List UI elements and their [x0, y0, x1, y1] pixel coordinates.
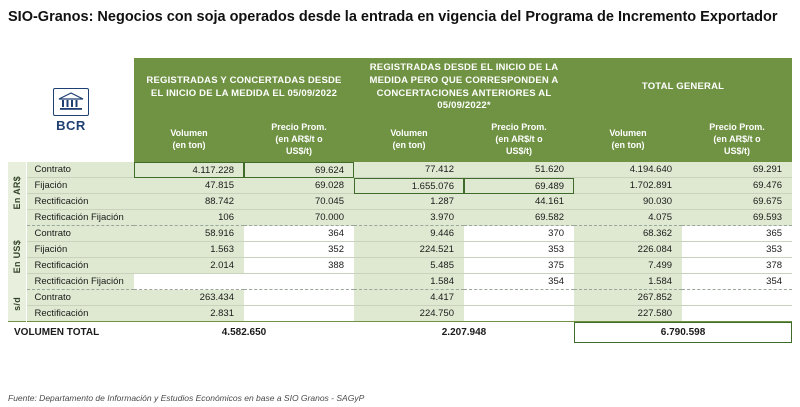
cell-volumen-3: 68.362 [574, 226, 682, 242]
cell-precio-3: 353 [682, 242, 792, 258]
cell-precio-1 [244, 274, 354, 290]
cell-volumen-1: 263.434 [134, 290, 244, 306]
cell-precio-1: 364 [244, 226, 354, 242]
row-label: Contrato [26, 290, 134, 306]
total-volumen-2: 2.207.948 [354, 322, 574, 344]
cell-precio-2: 69.489 [464, 178, 574, 194]
cell-precio-1: 352 [244, 242, 354, 258]
cell-precio-2: 69.582 [464, 210, 574, 226]
row-label: Contrato [26, 226, 134, 242]
cell-volumen-1: 88.742 [134, 194, 244, 210]
cell-precio-2 [464, 306, 574, 322]
cell-volumen-3: 4.075 [574, 210, 682, 226]
section-label-sd: s/d [8, 290, 26, 322]
subheader-volumen-1: Volumen (en ton) [134, 117, 244, 162]
total-volumen-1: 4.582.650 [134, 322, 354, 344]
cell-volumen-1: 2.014 [134, 258, 244, 274]
cell-precio-3 [682, 306, 792, 322]
row-label: Rectificación [26, 194, 134, 210]
cell-precio-3: 354 [682, 274, 792, 290]
cell-precio-3: 365 [682, 226, 792, 242]
cell-volumen-3: 227.580 [574, 306, 682, 322]
cell-precio-2: 354 [464, 274, 574, 290]
cell-volumen-2: 1.655.076 [354, 178, 464, 194]
subheader-precio-2: Precio Prom. (en AR$/t o US$/t) [464, 117, 574, 162]
cell-volumen-1 [134, 274, 244, 290]
cell-volumen-3: 267.852 [574, 290, 682, 306]
cell-volumen-2: 77.412 [354, 162, 464, 178]
table-row [8, 210, 792, 226]
table-row [8, 290, 792, 306]
cell-precio-3: 69.476 [682, 178, 792, 194]
table-row [8, 242, 792, 258]
cell-volumen-1: 47.815 [134, 178, 244, 194]
subheader-precio-3: Precio Prom. (en AR$/t o US$/t) [682, 117, 792, 162]
sio-granos-table [8, 58, 792, 343]
total-row [8, 322, 792, 344]
cell-volumen-3: 1.702.891 [574, 178, 682, 194]
page-title: SIO-Granos: Negocios con soja operados desde la entrada en vigencia del Programa de Incremento Exportador [8, 9, 778, 25]
table-row [8, 274, 792, 290]
total-label: VOLUMEN TOTAL [8, 322, 134, 344]
table-row [8, 226, 792, 242]
table-row [8, 258, 792, 274]
cell-volumen-2: 224.521 [354, 242, 464, 258]
cell-precio-1: 69.028 [244, 178, 354, 194]
cell-volumen-1: 58.916 [134, 226, 244, 242]
bcr-logo-text: BCR [56, 117, 86, 133]
cell-volumen-3: 7.499 [574, 258, 682, 274]
cell-precio-1: 70.045 [244, 194, 354, 210]
cell-precio-3: 378 [682, 258, 792, 274]
cell-volumen-2: 5.485 [354, 258, 464, 274]
cell-precio-1 [244, 290, 354, 306]
cell-volumen-2: 3.970 [354, 210, 464, 226]
source-note: Fuente: Departamento de Información y Estudios Económicos en base a SIO Granos - SAGyP [8, 393, 365, 403]
cell-volumen-3: 1.584 [574, 274, 682, 290]
section-label-usd: En US$ [8, 226, 26, 290]
cell-precio-3: 69.291 [682, 162, 792, 178]
cell-volumen-2: 1.287 [354, 194, 464, 210]
cell-volumen-2: 1.584 [354, 274, 464, 290]
row-label: Rectificación [26, 306, 134, 322]
table-row [8, 306, 792, 322]
cell-precio-2: 44.161 [464, 194, 574, 210]
cell-volumen-2: 224.750 [354, 306, 464, 322]
cell-precio-2: 353 [464, 242, 574, 258]
total-volumen-general: 6.790.598 [574, 322, 792, 344]
row-label: Fijación [26, 242, 134, 258]
cell-precio-2: 375 [464, 258, 574, 274]
row-label: Rectificación Fijación [26, 274, 134, 290]
data-table-container [8, 58, 792, 343]
cell-precio-3: 69.593 [682, 210, 792, 226]
cell-precio-1: 70.000 [244, 210, 354, 226]
cell-volumen-2: 9.446 [354, 226, 464, 242]
cell-volumen-3: 90.030 [574, 194, 682, 210]
cell-precio-1: 388 [244, 258, 354, 274]
cell-precio-2: 370 [464, 226, 574, 242]
table-row [8, 162, 792, 178]
bcr-logo [8, 58, 134, 162]
cell-precio-1 [244, 306, 354, 322]
subheader-precio-1: Precio Prom. (en AR$/t o US$/t) [244, 117, 354, 162]
cell-precio-2: 51.620 [464, 162, 574, 178]
cell-volumen-1: 2.831 [134, 306, 244, 322]
row-label: Rectificación [26, 258, 134, 274]
table-row [8, 194, 792, 210]
row-label: Contrato [26, 162, 134, 178]
subheader-volumen-2: Volumen (en ton) [354, 117, 464, 162]
header-group-total-general: TOTAL GENERAL [574, 58, 792, 117]
bcr-building-icon [53, 88, 89, 116]
cell-precio-1: 69.624 [244, 162, 354, 178]
cell-volumen-1: 106 [134, 210, 244, 226]
header-group-registradas-concertadas: REGISTRADAS Y CONCERTADAS DESDE EL INICIO DE LA MEDIDA EL 05/09/2022 [134, 58, 354, 117]
cell-precio-2 [464, 290, 574, 306]
table-row [8, 178, 792, 194]
section-label-ars: En AR$ [8, 162, 26, 226]
row-label: Rectificación Fijación [26, 210, 134, 226]
cell-volumen-1: 1.563 [134, 242, 244, 258]
cell-volumen-3: 4.194.640 [574, 162, 682, 178]
cell-volumen-2: 4.417 [354, 290, 464, 306]
table-header-groups [8, 58, 792, 117]
row-label: Fijación [26, 178, 134, 194]
cell-precio-3 [682, 290, 792, 306]
header-group-concertaciones-anteriores: REGISTRADAS DESDE EL INICIO DE LA MEDIDA PERO QUE CORRESPONDEN A CONCERTACIONES ANTERIORES AL 05/09/2022* [354, 58, 574, 117]
cell-volumen-3: 226.084 [574, 242, 682, 258]
cell-volumen-1: 4.117.228 [134, 162, 244, 178]
subheader-volumen-3: Volumen (en ton) [574, 117, 682, 162]
cell-precio-3: 69.675 [682, 194, 792, 210]
